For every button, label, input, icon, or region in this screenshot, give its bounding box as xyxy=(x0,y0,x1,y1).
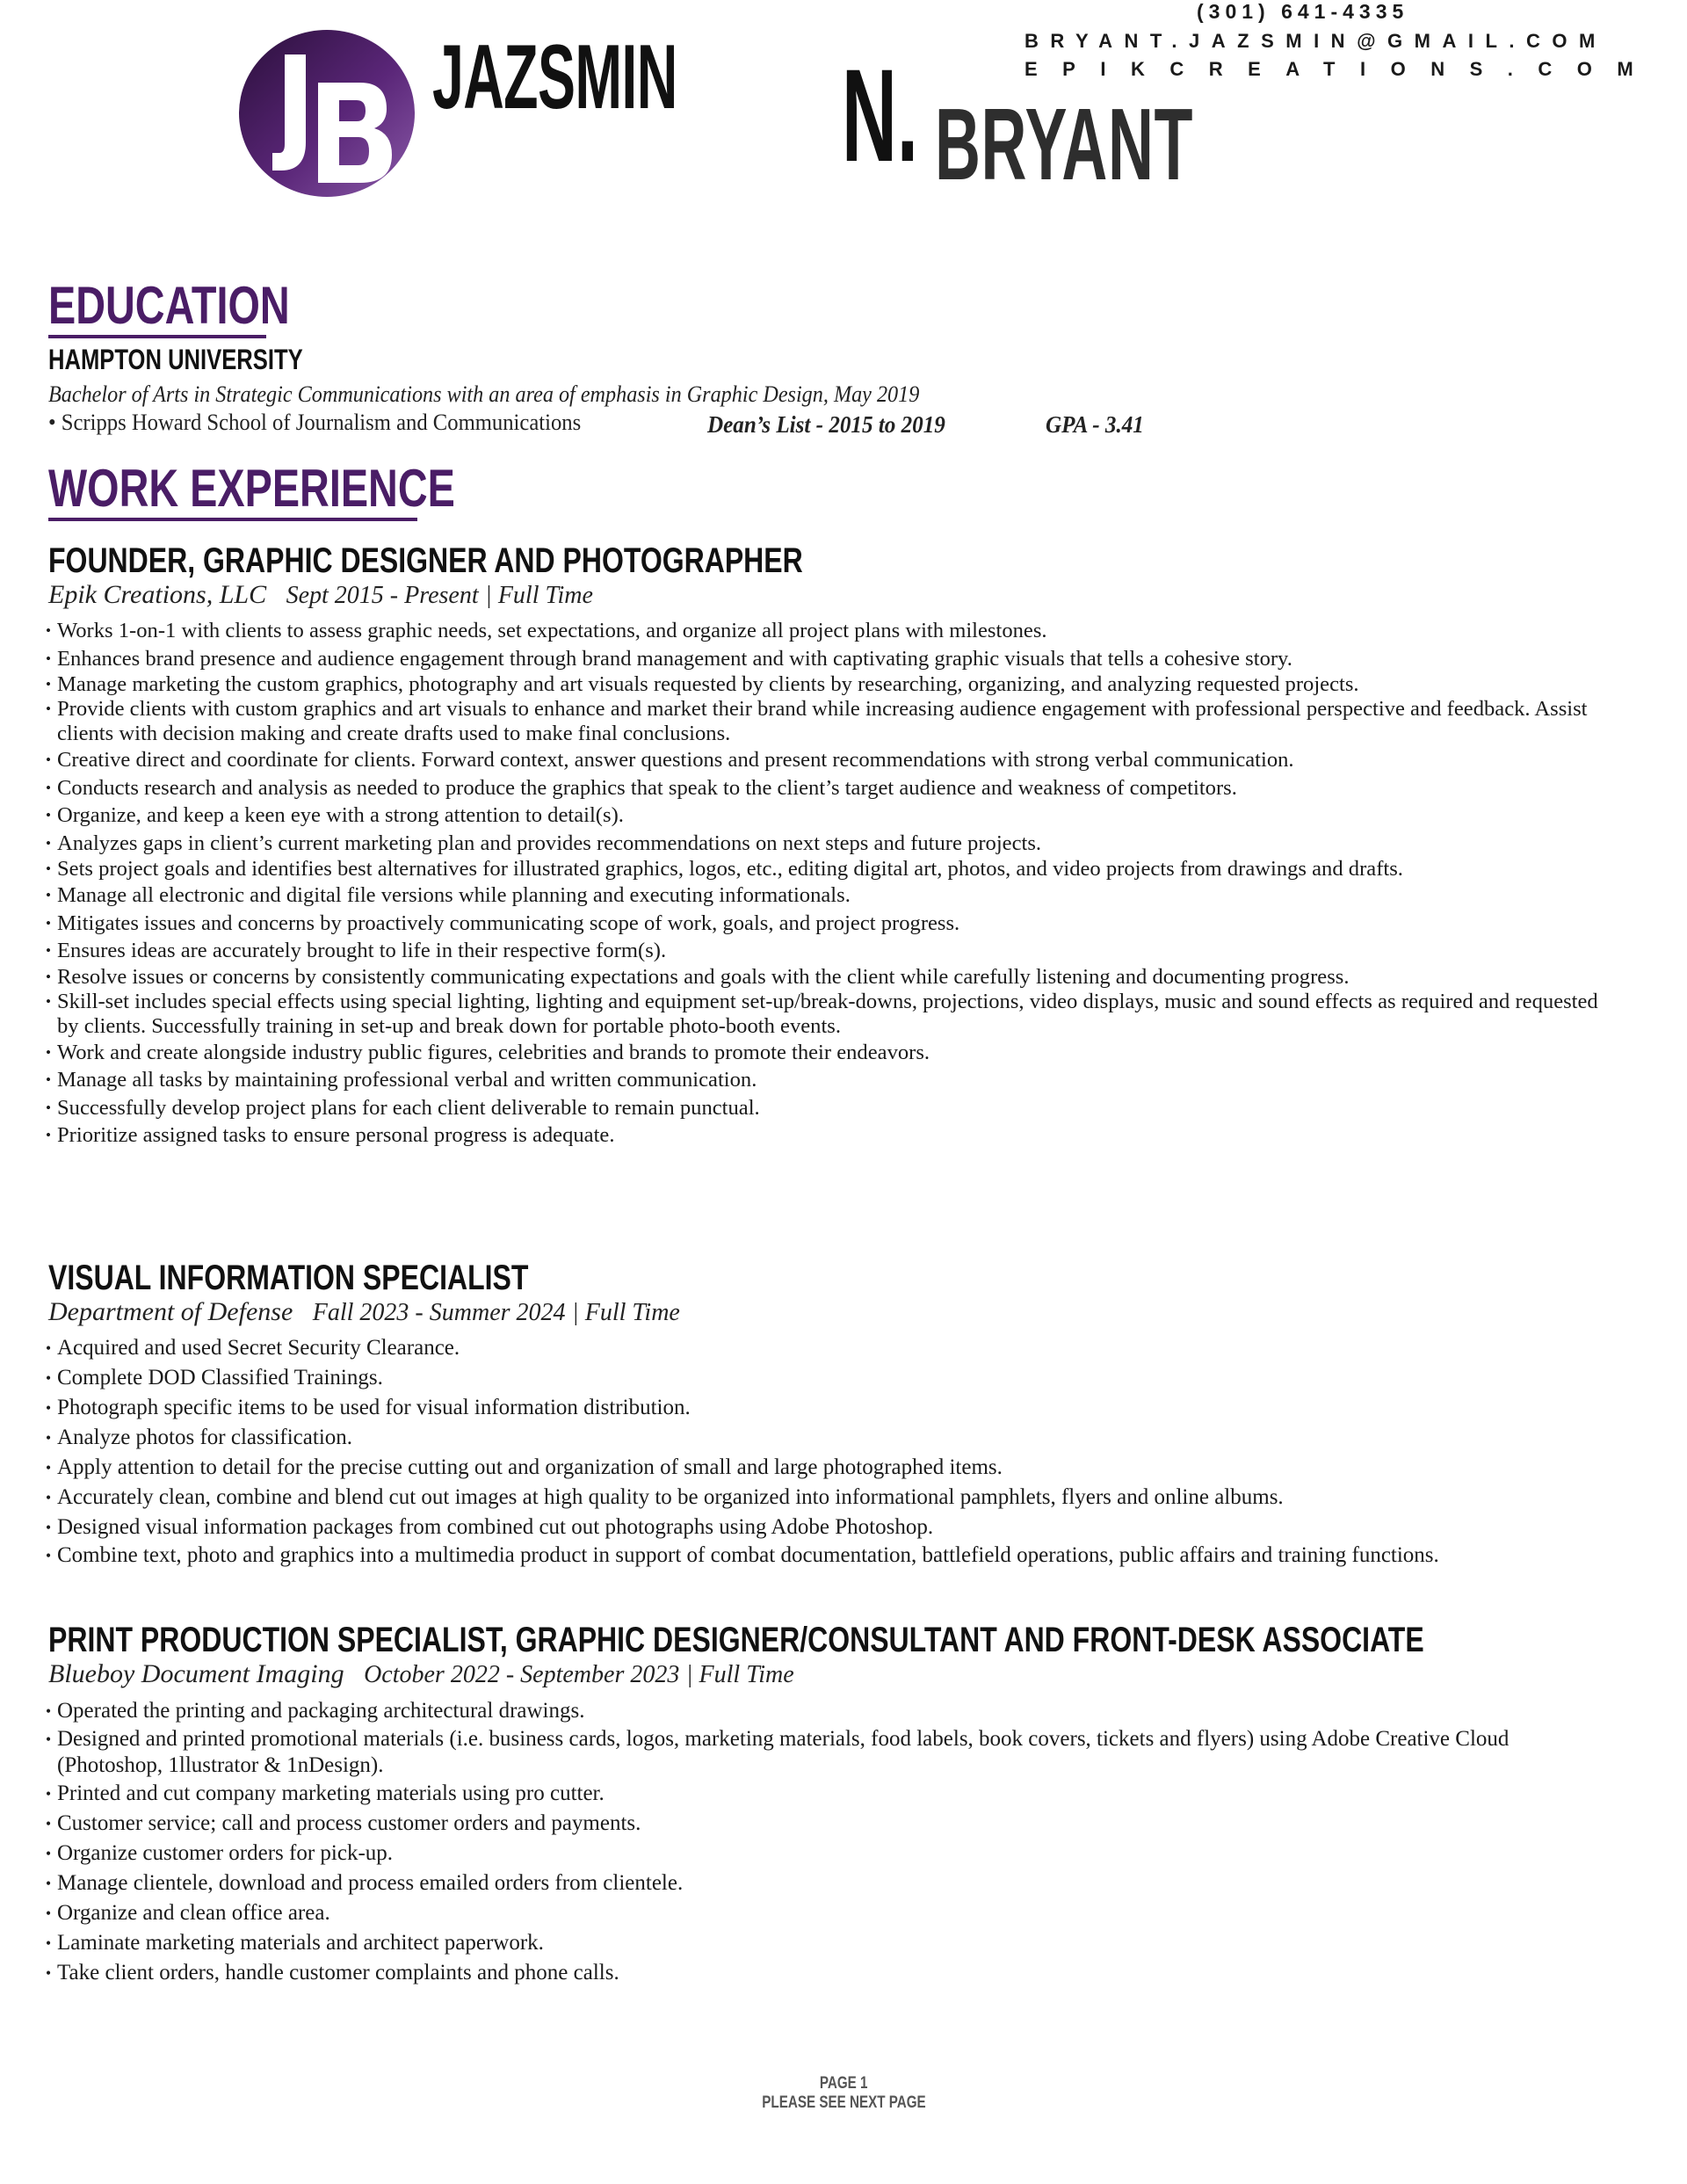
list-item: • Ensures ideas are accurately brought to life in their respective form(s). xyxy=(46,937,1610,965)
list-item: • Manage marketing the custom graphics, photography and art visuals requested by clients by researching, organizing, and analyzing requested projects. xyxy=(46,672,1379,697)
list-item: • Analyzes gaps in client’s current marketing plan and provides recommendations on next steps and future projects. xyxy=(46,830,1610,858)
name-last: BRYANT xyxy=(935,87,1194,201)
list-item: • Conducts research and analysis as needed to produce the graphics that speak to the client’s target audience and weakness of competitors. xyxy=(46,774,1610,802)
gpa: GPA - 3.41 xyxy=(1046,411,1144,438)
contact-email[interactable]: BRYANT.JAZSMIN@GMAIL.COM xyxy=(1025,30,1607,52)
deans-list: Dean’s List - 2015 to 2019 xyxy=(707,411,945,438)
job-org-line xyxy=(48,582,593,608)
job-org-line xyxy=(48,1661,794,1687)
list-item: • Acquired and used Secret Security Clearance. xyxy=(46,1333,1592,1363)
jb-logo-icon xyxy=(237,28,417,200)
list-item: • Works 1-on-1 with clients to assess graphic needs, set expectations, and organize all project plans with milestones. xyxy=(46,617,1610,645)
job-title: PRINT PRODUCTION SPECIALIST, GRAPHIC DESIGNER/CONSULTANT AND FRONT-DESK ASSOCIATE xyxy=(48,1621,1424,1659)
list-item: • Combine text, photo and graphics into a multimedia product in support of combat documentation, battlefield operations, public affairs and training functions. xyxy=(46,1542,1568,1569)
page-footer xyxy=(0,2074,1687,2113)
job-org: Epik Creations, LLC xyxy=(48,580,267,609)
list-item: • Analyze photos for classification. xyxy=(46,1423,1592,1453)
job-bullets xyxy=(46,1696,1539,1988)
page-number: PAGE 1 xyxy=(819,2074,868,2093)
name-middle-initial: N. xyxy=(842,41,918,189)
job-type: | Full Time xyxy=(485,582,593,609)
list-item: • Organize and clean office area. xyxy=(46,1898,1539,1928)
list-item: • Apply attention to detail for the precise cutting out and organization of small and large photographed items. xyxy=(46,1453,1592,1483)
job-dates: Sept 2015 - Present xyxy=(286,582,479,609)
job-bullets xyxy=(46,617,1610,1150)
list-item: • Manage all tasks by maintaining professional verbal and written communication. xyxy=(46,1066,1610,1094)
list-item: • Designed and printed promotional materials (i.e. business cards, logos, marketing materials, food labels, book covers, tickets and flyers) using Adobe Creative Cloud (Photoshop, 1llustrator & 1nDesign). xyxy=(46,1726,1533,1779)
list-item: • Prioritize assigned tasks to ensure personal progress is adequate. xyxy=(46,1121,1610,1150)
jb-logo-graphic xyxy=(237,28,417,200)
list-item: • Work and create alongside industry public figures, celebrities and brands to promote their endeavors. xyxy=(46,1039,1610,1067)
list-item: • Manage all electronic and digital file versions while planning and executing informationals. xyxy=(46,882,1610,910)
list-item: • Designed visual information packages from combined cut out photographs using Adobe Photoshop. xyxy=(46,1513,1592,1542)
list-item: • Organize customer orders for pick-up. xyxy=(46,1839,1539,1868)
job-dates: October 2022 - September 2023 xyxy=(364,1661,680,1688)
list-item: • Complete DOD Classified Trainings. xyxy=(46,1363,1592,1393)
job-type: | Full Time xyxy=(685,1661,794,1688)
job-title: VISUAL INFORMATION SPECIALIST xyxy=(48,1259,529,1297)
job-org: Blueboy Document Imaging xyxy=(48,1659,344,1688)
list-item: • Resolve issues or concerns by consistently communicating expectations and goals with the client while carefully listening and documenting progress. xyxy=(46,965,1428,990)
work-heading-underline xyxy=(48,518,417,521)
job-type: | Full Time xyxy=(572,1299,680,1326)
job-dates: Fall 2023 - Summer 2024 xyxy=(312,1299,566,1326)
education-heading: EDUCATION xyxy=(48,276,290,335)
list-item: • Printed and cut company marketing materials using pro cutter. xyxy=(46,1779,1539,1809)
list-item: • Customer service; call and process customer orders and payments. xyxy=(46,1809,1539,1839)
education-heading-underline xyxy=(48,335,266,338)
list-item: • Operated the printing and packaging architectural drawings. xyxy=(46,1696,1539,1726)
contact-phone: (301) 641-4335 xyxy=(1197,0,1409,23)
school-detail: • Scripps Howard School of Journalism and Communications xyxy=(48,409,582,435)
list-item: • Mitigates issues and concerns by proactively communicating scope of work, goals, and project progress. xyxy=(46,910,1610,938)
job-org-line xyxy=(48,1299,680,1325)
list-item: • Photograph specific items to be used for visual information distribution. xyxy=(46,1393,1592,1423)
list-item: • Take client orders, handle customer complaints and phone calls. xyxy=(46,1958,1539,1988)
contact-website[interactable]: EPIKCREATIONS.COM xyxy=(1025,58,1659,80)
job-bullets xyxy=(46,1333,1592,1569)
next-page-note: PLEASE SEE NEXT PAGE xyxy=(761,2093,926,2112)
degree-line: Bachelor of Arts in Strategic Communications with an area of emphasis in Graphic Design, May 2019 xyxy=(48,381,920,407)
name-first: JAZSMIN xyxy=(432,26,677,128)
list-item: • Enhances brand presence and audience engagement through brand management and with captivating graphic visuals that tells a cohesive story. xyxy=(46,645,1610,673)
list-item: • Accurately clean, combine and blend cut out images at high quality to be organized into informational pamphlets, flyers and online albums. xyxy=(46,1483,1592,1513)
list-item: • Laminate marketing materials and architect paperwork. xyxy=(46,1928,1539,1958)
list-item: • Creative direct and coordinate for clients. Forward context, answer questions and present recommendations with strong verbal communication. xyxy=(46,746,1610,774)
list-item: • Skill-set includes special effects using special lighting, lighting and equipment set-up/break-downs, projections, video displays, music and sound effects as required and requested by clients. Successfully training in set-up and break down for portable photo-booth events. xyxy=(46,990,1610,1039)
list-item: • Manage clientele, download and process emailed orders from clientele. xyxy=(46,1868,1539,1898)
list-item: • Sets project goals and identifies best alternatives for illustrated graphics, logos, etc., editing digital art, photos, and video projects from drawings and drafts. xyxy=(46,857,1551,882)
list-item: • Provide clients with custom graphics and art visuals to enhance and market their brand while increasing audience engagement with professional perspective and feedback. Assist clients with decision making and create drafts used to make final conclusions. xyxy=(46,697,1610,746)
school-name: HAMPTON UNIVERSITY xyxy=(48,344,303,375)
list-item: • Organize, and keep a keen eye with a strong attention to detail(s). xyxy=(46,802,1610,830)
list-item: • Successfully develop project plans for each client deliverable to remain punctual. xyxy=(46,1094,1610,1122)
job-title: FOUNDER, GRAPHIC DESIGNER AND PHOTOGRAPHER xyxy=(48,541,803,580)
work-experience-heading: WORK EXPERIENCE xyxy=(48,459,455,518)
job-org: Department of Defense xyxy=(48,1297,293,1326)
